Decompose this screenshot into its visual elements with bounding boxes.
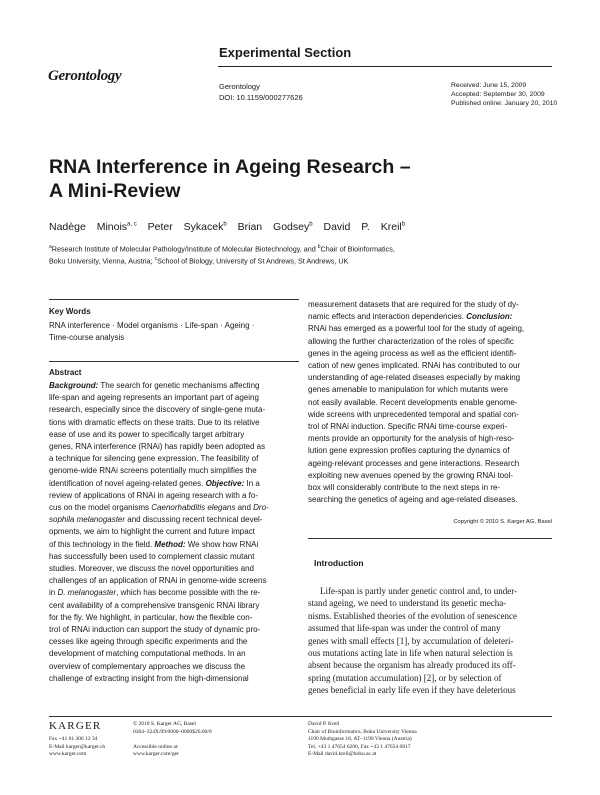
abstract-line: ease of use and its power to specifically target arbitrary [49, 429, 245, 439]
abstract-line: studies. Moreover, we discuss the novel opportunities and [49, 564, 255, 574]
author-name[interactable]: Brian Godsey$^b$ [237, 221, 313, 233]
abstract-line: measurement datasets that are required for the study of dy- [308, 300, 519, 309]
abstract-line: overview of complementary approaches we discuss the [49, 661, 246, 671]
footer-line: Tel. +43 1 47654 6200, Fax +43 1 47654 6817 [308, 743, 411, 750]
abstract-line: allowing the further characterization of the roles of specific [308, 336, 514, 346]
correspondence-info [308, 721, 417, 759]
affiliations [49, 242, 489, 267]
received-date: Received: June 15, 2009 [451, 82, 527, 89]
abstract-line: not easily available. Recent developments enable genome- [308, 397, 518, 407]
abstract-line: searching the genetics of ageing and age-related diseases. [308, 495, 518, 505]
article-dates [451, 81, 557, 109]
footer-line: Accessible online at: [133, 743, 179, 750]
abstract-line: lution gene expression profiles capturing the dynamics of [308, 446, 510, 456]
accepted-date: Accepted: September 30, 2009 [451, 91, 545, 99]
abstract-line: a technique for silencing gene expression. The feasibility of [49, 454, 259, 464]
publication-info [133, 721, 212, 759]
abstract-line: has successfully been used to complement classic mutant [49, 551, 255, 561]
author-name[interactable]: Peter Sykacek$^b$ [147, 221, 227, 233]
divider [49, 361, 299, 362]
keywords-heading: Key Words [49, 307, 91, 316]
abstract-line: cent availability of a comprehensive transgenic RNAi library [49, 600, 260, 610]
abstract-line: genes, RNA interference (RNAi) has rapidly been adopted as [49, 442, 266, 452]
abstract-line: development of matching computational methods. In an [49, 649, 246, 659]
keywords-line: RNA interference · Model organisms · Life-span · Ageing · [49, 321, 255, 330]
author-name[interactable]: David P. Kreil$^b$ [323, 221, 406, 233]
abstract-line: research, especially since the discovery of single-gene muta- [49, 405, 266, 415]
abstract-line: life-span and ageing represents an important part of ageing [49, 393, 259, 403]
footer-line: Fax +41 61 306 12 34 [49, 736, 98, 742]
body-text-line: spring (mutation accumulation) [2], or by selection of [308, 672, 502, 683]
footer-rule [49, 716, 552, 717]
author-name[interactable]: Nadège Minois$^{a, c}$ [49, 221, 137, 233]
abstract-line: opments, we aim to highlight the current and future impact [49, 527, 255, 537]
article-title [49, 155, 549, 203]
copyright-notice: Copyright © 2010 S. Karger AG, Basel [453, 519, 552, 525]
abstract-column-right [308, 299, 552, 506]
published-date: Published online: January 20, 2010 [451, 100, 558, 108]
footer-line [133, 736, 212, 744]
keywords-line: Time-course analysis [49, 333, 125, 342]
body-text-line: genes beneficial in early life even if they have deleterious [308, 685, 516, 696]
body-text-line: ous mutations acting late in life when natural selection is [308, 648, 513, 659]
body-text-line: stand ageing, we need to understand its genetic mecha- [308, 598, 507, 609]
footer-line: 0304–324X/09/0000–0000$26.00/0 [133, 728, 212, 735]
abstract-line: for the fly. We highlight, in particular, how the flexible con- [49, 612, 253, 622]
footer-line: E-Mail david.kreil@boku.ac.at [308, 751, 377, 758]
footer-line: David P. Kreil [308, 721, 340, 727]
abstract-line: in D. melanogaster, which has become possible with the re- [49, 588, 261, 598]
abstract-line: of this technology in the field. Method: We show how RNAi [49, 539, 259, 549]
publisher-contact [49, 736, 105, 759]
footer-line: 1190 Muthgasse 18, AT–1190 Vienna (Austria) [308, 736, 412, 743]
footer-line: www.karger.com [49, 751, 87, 758]
affiliation-line: $^a$Research Institute of Molecular Pathology/Institute of Molecular Biotechnology, and $^b$Chair of Bioinformatics, [49, 244, 395, 254]
abstract-line: RNAi has emerged as a powerful tool for the study of ageing, [308, 324, 525, 334]
body-text-line: nisms. Established theories of the evolution of senescence [308, 610, 517, 621]
body-text-line: genes with small effects [1], by accumulation of deleteri- [308, 635, 514, 646]
footer-line: www.karger.com/ger [133, 751, 179, 758]
journal-name: Gerontology [219, 82, 260, 91]
abstract-line: genes amenable to manipulation for which mutants were [308, 385, 509, 395]
abstract-heading: Abstract [49, 368, 82, 377]
introduction-heading: Introduction [314, 558, 364, 568]
divider [308, 538, 552, 539]
footer-line: E-Mail karger@karger.ch [49, 743, 106, 750]
body-text-line: assumed that life-span was under the control of many [308, 623, 501, 634]
abstract-line: exploiting new avenues opened by the growing RNAi tool- [308, 470, 514, 480]
body-text-line: absent because the organism has already produced its off- [308, 660, 516, 671]
abstract-line: namic effects and interaction dependencies. Conclusion: [308, 312, 513, 322]
abstract-line: tions with dramatic effects on these traits. Due to its relative [49, 417, 260, 427]
publisher-logo: KARGER [49, 720, 102, 732]
abstract-line: cus on the model organisms Caenorhabditis elegans and Dro- [49, 503, 269, 513]
title-line: A Mini-Review [49, 180, 181, 202]
abstract-line: genes in the ageing process as well as the efficient identifi- [308, 348, 517, 358]
introduction-body [308, 585, 552, 697]
section-label: Experimental Section [219, 45, 352, 60]
abstract-line: cation of new genes implicated. RNAi has contributed to our [308, 361, 521, 371]
divider [49, 299, 299, 300]
abstract-line: sophila melanogaster and discussing recent technical devel- [49, 515, 263, 525]
abstract-line: challenges of an application of RNAi in genome-wide screens [49, 576, 267, 586]
footer-line: © 2010 S. Karger AG, Basel [133, 721, 196, 727]
abstract-line: challenge of extracting insight from the high-dimensional [49, 673, 249, 683]
header-rule [218, 66, 552, 67]
author-list [49, 221, 405, 233]
abstract-column-left [49, 380, 299, 685]
abstract-line: identification of novel ageing-related genes. Objective: In a [49, 478, 260, 488]
abstract-line: cesses like ageing through specific experiments and the [49, 637, 248, 647]
journal-logo: Gerontology [48, 68, 122, 84]
title-line: RNA Interference in Ageing Research – [49, 156, 411, 178]
abstract-line: Background: The search for genetic mechanisms affecting [49, 381, 260, 390]
footer-line: Chair of Bioinformatics, Boku University Vienna [308, 728, 417, 735]
affiliation-line: Boku University, Vienna, Austria; $^c$School of Biology, University of St Andrews, St Andrews, UK [49, 256, 349, 266]
abstract-line: trol of RNAi induction can support the study of dynamic pro- [49, 625, 261, 635]
keywords-list [49, 320, 299, 344]
abstract-line: genome-wide RNAi screens potentially much simplifies the [49, 466, 257, 476]
body-text-line: Life-span is partly under genetic control and, to under- [320, 586, 518, 596]
article-meta [219, 81, 303, 103]
doi-link[interactable]: DOI: 10.1159/000277626 [219, 93, 303, 102]
abstract-line: understanding of age-related diseases especially by making [308, 373, 521, 383]
abstract-line: wide screens with unprecedented temporal and spatial con- [308, 409, 519, 419]
abstract-line: ageing-relevant processes and gene interactions. Research [308, 458, 520, 468]
abstract-line: ments provide an opportunity for the analysis of high-reso- [308, 434, 515, 444]
abstract-line: trol of RNAi induction. Specific RNAi time-course experi- [308, 422, 508, 432]
abstract-line: review of applications of RNAi in ageing research with a fo- [49, 490, 258, 500]
abstract-line: box will considerably contribute to the next steps in re- [308, 483, 501, 493]
